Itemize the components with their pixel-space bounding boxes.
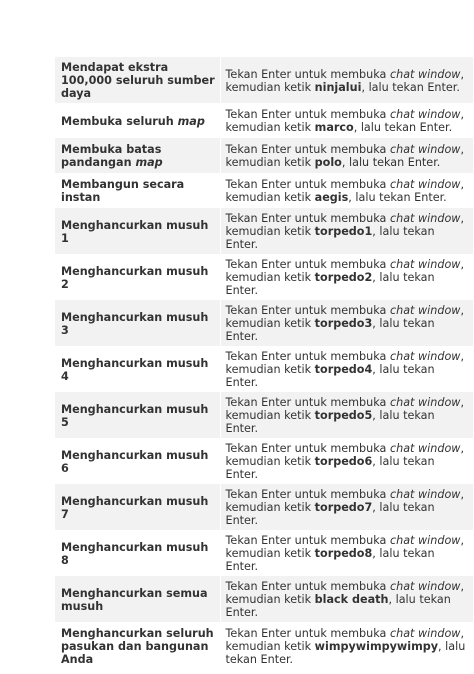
cheat-effect: [55, 438, 220, 484]
instruction-then-type: kemudian ketik: [225, 191, 315, 204]
instruction-then-enter: , lalu tekan Enter.: [225, 640, 466, 666]
instruction-then-enter: , lalu tekan Enter.: [225, 271, 435, 297]
instruction-line-2: [226, 409, 435, 435]
cheat-code: torpedo1: [314, 225, 373, 238]
cheat-effect: [55, 254, 220, 300]
effect-text: Menghancurkan musuh 7: [61, 494, 209, 521]
effect-italic-text: map: [177, 114, 205, 128]
cheat-instruction: [220, 484, 473, 530]
instruction-prefix: Tekan Enter untuk membuka: [225, 212, 390, 225]
instruction-then-enter: , lalu tekan Enter.: [225, 501, 435, 527]
instruction-line-2: [226, 455, 435, 481]
instruction-prefix: Tekan Enter untuk membuka: [225, 396, 390, 409]
table-row: [55, 254, 473, 300]
table-row: [55, 392, 473, 438]
instruction-then-type: kemudian ketik: [225, 547, 315, 560]
instruction-comma: ,: [460, 442, 465, 455]
effect-text: Membangun secara instan: [61, 178, 185, 204]
cheat-effect: [55, 57, 220, 103]
instruction-then-type: kemudian ketik: [225, 225, 315, 238]
instruction-then-type: kemudian ketik: [225, 593, 315, 606]
instruction-line-2: [226, 640, 466, 666]
table-row: [55, 438, 473, 484]
instruction-then-type: kemudian ketik: [225, 121, 315, 134]
instruction-then-type: kemudian ketik: [225, 640, 315, 653]
instruction-then-enter: , lalu tekan Enter.: [348, 191, 447, 204]
cheat-instruction: [220, 208, 473, 254]
chat-window-term: chat window: [389, 627, 461, 640]
instruction-prefix: Tekan Enter untuk membuka: [225, 580, 390, 593]
cheat-effect: [55, 346, 220, 392]
chat-window-term: chat window: [389, 108, 461, 121]
cheat-code: ninjalui: [314, 80, 362, 94]
cheat-effect: [55, 173, 220, 208]
cheat-code: torpedo6: [314, 455, 373, 468]
instruction-prefix: Tekan Enter untuk membuka: [225, 442, 390, 455]
instruction-prefix: Tekan Enter untuk membuka: [225, 67, 390, 81]
cheat-effect: [55, 484, 220, 530]
instruction-then-enter: , lalu tekan Enter.: [225, 455, 435, 481]
chat-window-term: chat window: [389, 67, 461, 81]
instruction-line-2: [226, 501, 435, 527]
table-row: [55, 484, 473, 530]
chat-window-term: chat window: [389, 488, 461, 501]
instruction-comma: ,: [460, 396, 465, 409]
instruction-prefix: Tekan Enter untuk membuka: [225, 258, 390, 271]
table-row: [55, 103, 473, 138]
instruction-comma: ,: [460, 67, 465, 81]
instruction-then-type: kemudian ketik: [225, 156, 315, 169]
chat-window-term: chat window: [389, 442, 461, 455]
instruction-then-enter: , lalu tekan Enter.: [225, 363, 435, 389]
instruction-then-enter: , lalu tekan Enter.: [225, 409, 435, 435]
instruction-prefix: Tekan Enter untuk membuka: [225, 534, 390, 547]
cheat-code: torpedo4: [314, 363, 373, 376]
instruction-comma: ,: [460, 304, 465, 317]
instruction-comma: ,: [460, 534, 465, 547]
cheat-instruction: [220, 57, 473, 103]
instruction-then-enter: , lalu tekan Enter.: [225, 593, 451, 619]
instruction-line-2: [226, 191, 447, 204]
instruction-line-2: [226, 81, 460, 94]
cheat-instruction: [220, 138, 473, 173]
table-row: [55, 300, 473, 346]
instruction-prefix: Tekan Enter untuk membuka: [225, 627, 390, 640]
cheat-code: torpedo7: [314, 501, 373, 514]
instruction-then-type: kemudian ketik: [225, 363, 315, 376]
chat-window-term: chat window: [389, 258, 461, 271]
cheat-instruction: [220, 173, 473, 208]
instruction-comma: ,: [460, 580, 465, 593]
instruction-then-type: kemudian ketik: [225, 317, 315, 330]
table-row: [55, 530, 473, 576]
cheat-table-body: [55, 57, 473, 674]
instruction-comma: ,: [460, 627, 465, 640]
cheat-table: [55, 57, 473, 674]
cheat-code: torpedo8: [314, 547, 373, 560]
effect-text: Menghancurkan musuh 3: [61, 310, 209, 337]
instruction-comma: ,: [460, 488, 465, 501]
effect-text: Menghancurkan semua musuh: [61, 586, 208, 613]
instruction-then-type: kemudian ketik: [225, 409, 315, 422]
cheat-effect: [55, 138, 220, 173]
chat-window-term: chat window: [389, 212, 461, 225]
effect-italic-text: map: [135, 156, 163, 169]
cheat-code: aegis: [314, 191, 349, 204]
instruction-line-2: [226, 225, 435, 251]
cheat-effect: [55, 392, 220, 438]
cheat-instruction: [220, 392, 473, 438]
cheat-code: black death: [314, 593, 389, 606]
effect-text: Menghancurkan seluruh pasukan dan bangunan Anda: [61, 627, 214, 666]
effect-text: Menghancurkan musuh 6: [61, 448, 209, 475]
instruction-comma: ,: [460, 212, 465, 225]
effect-text: Menghancurkan musuh 4: [61, 356, 209, 383]
instruction-comma: ,: [460, 258, 465, 271]
cheat-instruction: [220, 103, 473, 138]
cheat-code: torpedo3: [314, 317, 373, 330]
effect-text: Membuka batas pandangan: [61, 143, 162, 169]
cheat-instruction: [220, 530, 473, 576]
effect-text: Membuka seluruh: [61, 114, 178, 128]
table-row: [55, 57, 473, 103]
chat-window-term: chat window: [389, 178, 461, 191]
cheat-effect: [55, 208, 220, 254]
instruction-then-enter: , lalu tekan Enter.: [225, 225, 435, 251]
instruction-then-type: kemudian ketik: [225, 455, 315, 468]
instruction-then-enter: , lalu tekan Enter.: [225, 317, 435, 343]
instruction-then-enter: , lalu tekan Enter.: [341, 156, 441, 169]
cheat-code: torpedo2: [314, 271, 373, 284]
instruction-comma: ,: [460, 350, 465, 363]
cheat-instruction: [220, 254, 473, 300]
chat-window-term: chat window: [389, 304, 461, 317]
instruction-line-2: [226, 363, 435, 389]
effect-text: Menghancurkan musuh 2: [61, 264, 209, 291]
chat-window-term: chat window: [389, 534, 461, 547]
cheat-effect: [55, 103, 220, 138]
instruction-then-enter: , lalu tekan Enter.: [353, 121, 453, 134]
cheat-code: wimpywimpywimpy: [314, 640, 439, 653]
chat-window-term: chat window: [389, 396, 461, 409]
cheat-effect: [55, 622, 220, 674]
instruction-prefix: Tekan Enter untuk membuka: [225, 178, 390, 191]
effect-text: Menghancurkan musuh 1: [61, 218, 209, 245]
instruction-line-2: [226, 547, 435, 573]
instruction-prefix: Tekan Enter untuk membuka: [225, 304, 390, 317]
instruction-line-2: [226, 317, 435, 343]
instruction-then-type: kemudian ketik: [225, 501, 315, 514]
chat-window-term: chat window: [389, 350, 461, 363]
instruction-line-2: [226, 156, 441, 169]
instruction-comma: ,: [460, 178, 465, 191]
instruction-prefix: Tekan Enter untuk membuka: [225, 108, 390, 121]
instruction-line-2: [226, 593, 451, 619]
chat-window-term: chat window: [389, 580, 461, 593]
table-row: [55, 622, 473, 674]
instruction-line-2: [226, 121, 453, 134]
instruction-then-type: kemudian ketik: [225, 271, 315, 284]
table-row: [55, 346, 473, 392]
chat-window-term: chat window: [389, 143, 461, 156]
cheat-instruction: [220, 300, 473, 346]
instruction-comma: ,: [460, 143, 465, 156]
instruction-prefix: Tekan Enter untuk membuka: [225, 488, 390, 501]
cheat-code: polo: [314, 156, 342, 169]
effect-text: Menghancurkan musuh 5: [61, 402, 209, 429]
instruction-comma: ,: [460, 108, 465, 121]
table-row: [55, 576, 473, 622]
effect-text: Menghancurkan musuh 8: [61, 540, 209, 567]
instruction-then-enter: , lalu tekan Enter.: [361, 80, 460, 94]
instruction-then-enter: , lalu tekan Enter.: [225, 547, 435, 573]
table-row: [55, 173, 473, 208]
table-row: [55, 208, 473, 254]
cheat-instruction: [220, 622, 473, 674]
instruction-prefix: Tekan Enter untuk membuka: [225, 350, 390, 363]
cheat-code: torpedo5: [314, 409, 373, 422]
cheat-effect: [55, 530, 220, 576]
cheat-instruction: [220, 576, 473, 622]
table-row: [55, 138, 473, 173]
instruction-then-type: kemudian ketik: [225, 80, 315, 94]
effect-text: Mendapat ekstra 100,000 seluruh sumber daya: [61, 61, 215, 100]
cheat-instruction: [220, 438, 473, 484]
cheat-code: marco: [314, 121, 354, 134]
cheat-effect: [55, 576, 220, 622]
instruction-prefix: Tekan Enter untuk membuka: [225, 143, 390, 156]
cheat-effect: [55, 300, 220, 346]
cheat-instruction: [220, 346, 473, 392]
instruction-line-2: [226, 271, 435, 297]
